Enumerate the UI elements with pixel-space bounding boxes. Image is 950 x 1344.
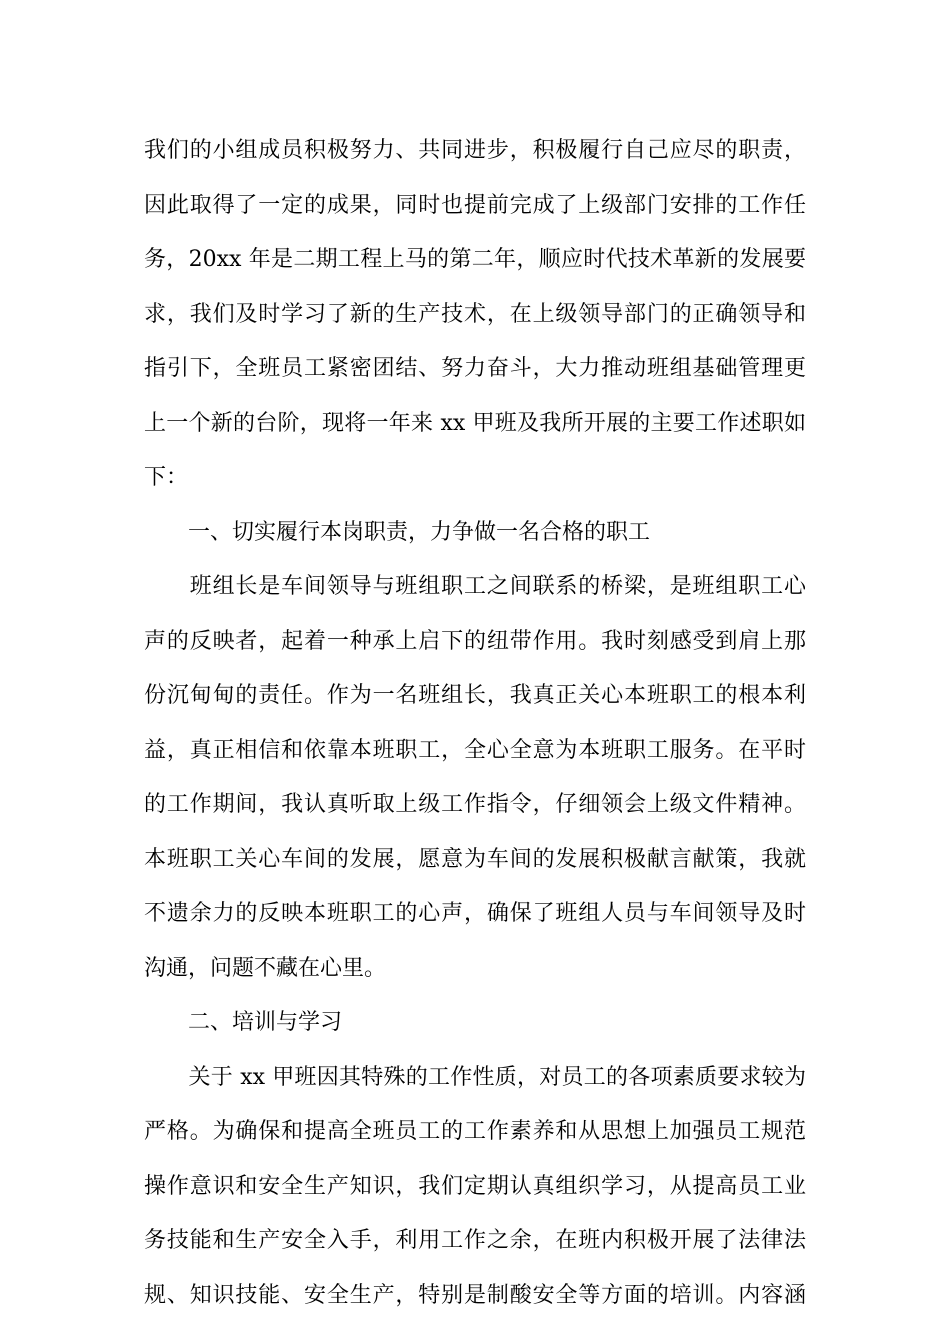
paragraph-line: 规、知识技能、安全生产，特别是制酸安全等方面的培训。内容涵 [144,1282,806,1308]
paragraph-line: 务，20xx 年是二期工程上马的第二年，顺应时代技术革新的发展要 [144,247,806,272]
section-heading: 二、培训与学习 [144,1010,343,1035]
paragraph-line: 因此取得了一定的成果，同时也提前完成了上级部门安排的工作任 [144,192,806,218]
paragraph-line: 求，我们及时学习了新的生产技术，在上级领导部门的正确领导和 [144,301,806,327]
body-text [144,124,806,1323]
paragraph-line: 声的反映者，起着一种承上启下的纽带作用。我时刻感受到肩上那 [144,628,806,654]
paragraph-line: 沟通，问题不藏在心里。 [144,955,387,981]
paragraph-line: 严格。为确保和提高全班员工的工作素养和从思想上加强员工规范 [144,1119,806,1144]
paragraph-line: 我们的小组成员积极努力、共同进步，积极履行自己应尽的职责， [144,138,806,163]
paragraph-line: 份沉甸甸的责任。作为一名班组长，我真正关心本班职工的根本利 [144,683,806,708]
paragraph-line: 本班职工关心车间的发展，愿意为车间的发展积极献言献策，我就 [144,846,806,872]
paragraph-line: 上一个新的台阶，现将一年来 xx 甲班及我所开展的主要工作述职如 [144,410,806,436]
section-heading: 一、切实履行本岗职责，力争做一名合格的职工 [144,519,651,545]
paragraph-line: 班组长是车间领导与班组职工之间联系的桥梁，是班组职工心 [144,574,806,599]
paragraph-line: 关于 xx 甲班因其特殊的工作性质，对员工的各项素质要求较为 [144,1064,806,1090]
paragraph-line: 操作意识和安全生产知识，我们定期认真组织学习，从提高员工业 [144,1173,806,1199]
paragraph-line: 下： [144,465,189,490]
paragraph-line: 不遗余力的反映本班职工的心声，确保了班组人员与车间领导及时 [144,901,806,926]
paragraph-line: 益，真正相信和依靠本班职工，全心全意为本班职工服务。在平时 [144,737,806,763]
paragraph-line: 的工作期间，我认真听取上级工作指令，仔细领会上级文件精神。 [144,792,806,817]
paragraph-line: 指引下，全班员工紧密团结、努力奋斗，大力推动班组基础管理更 [144,356,806,381]
paragraph-line: 务技能和生产安全入手，利用工作之余，在班内积极开展了法律法 [144,1228,806,1253]
